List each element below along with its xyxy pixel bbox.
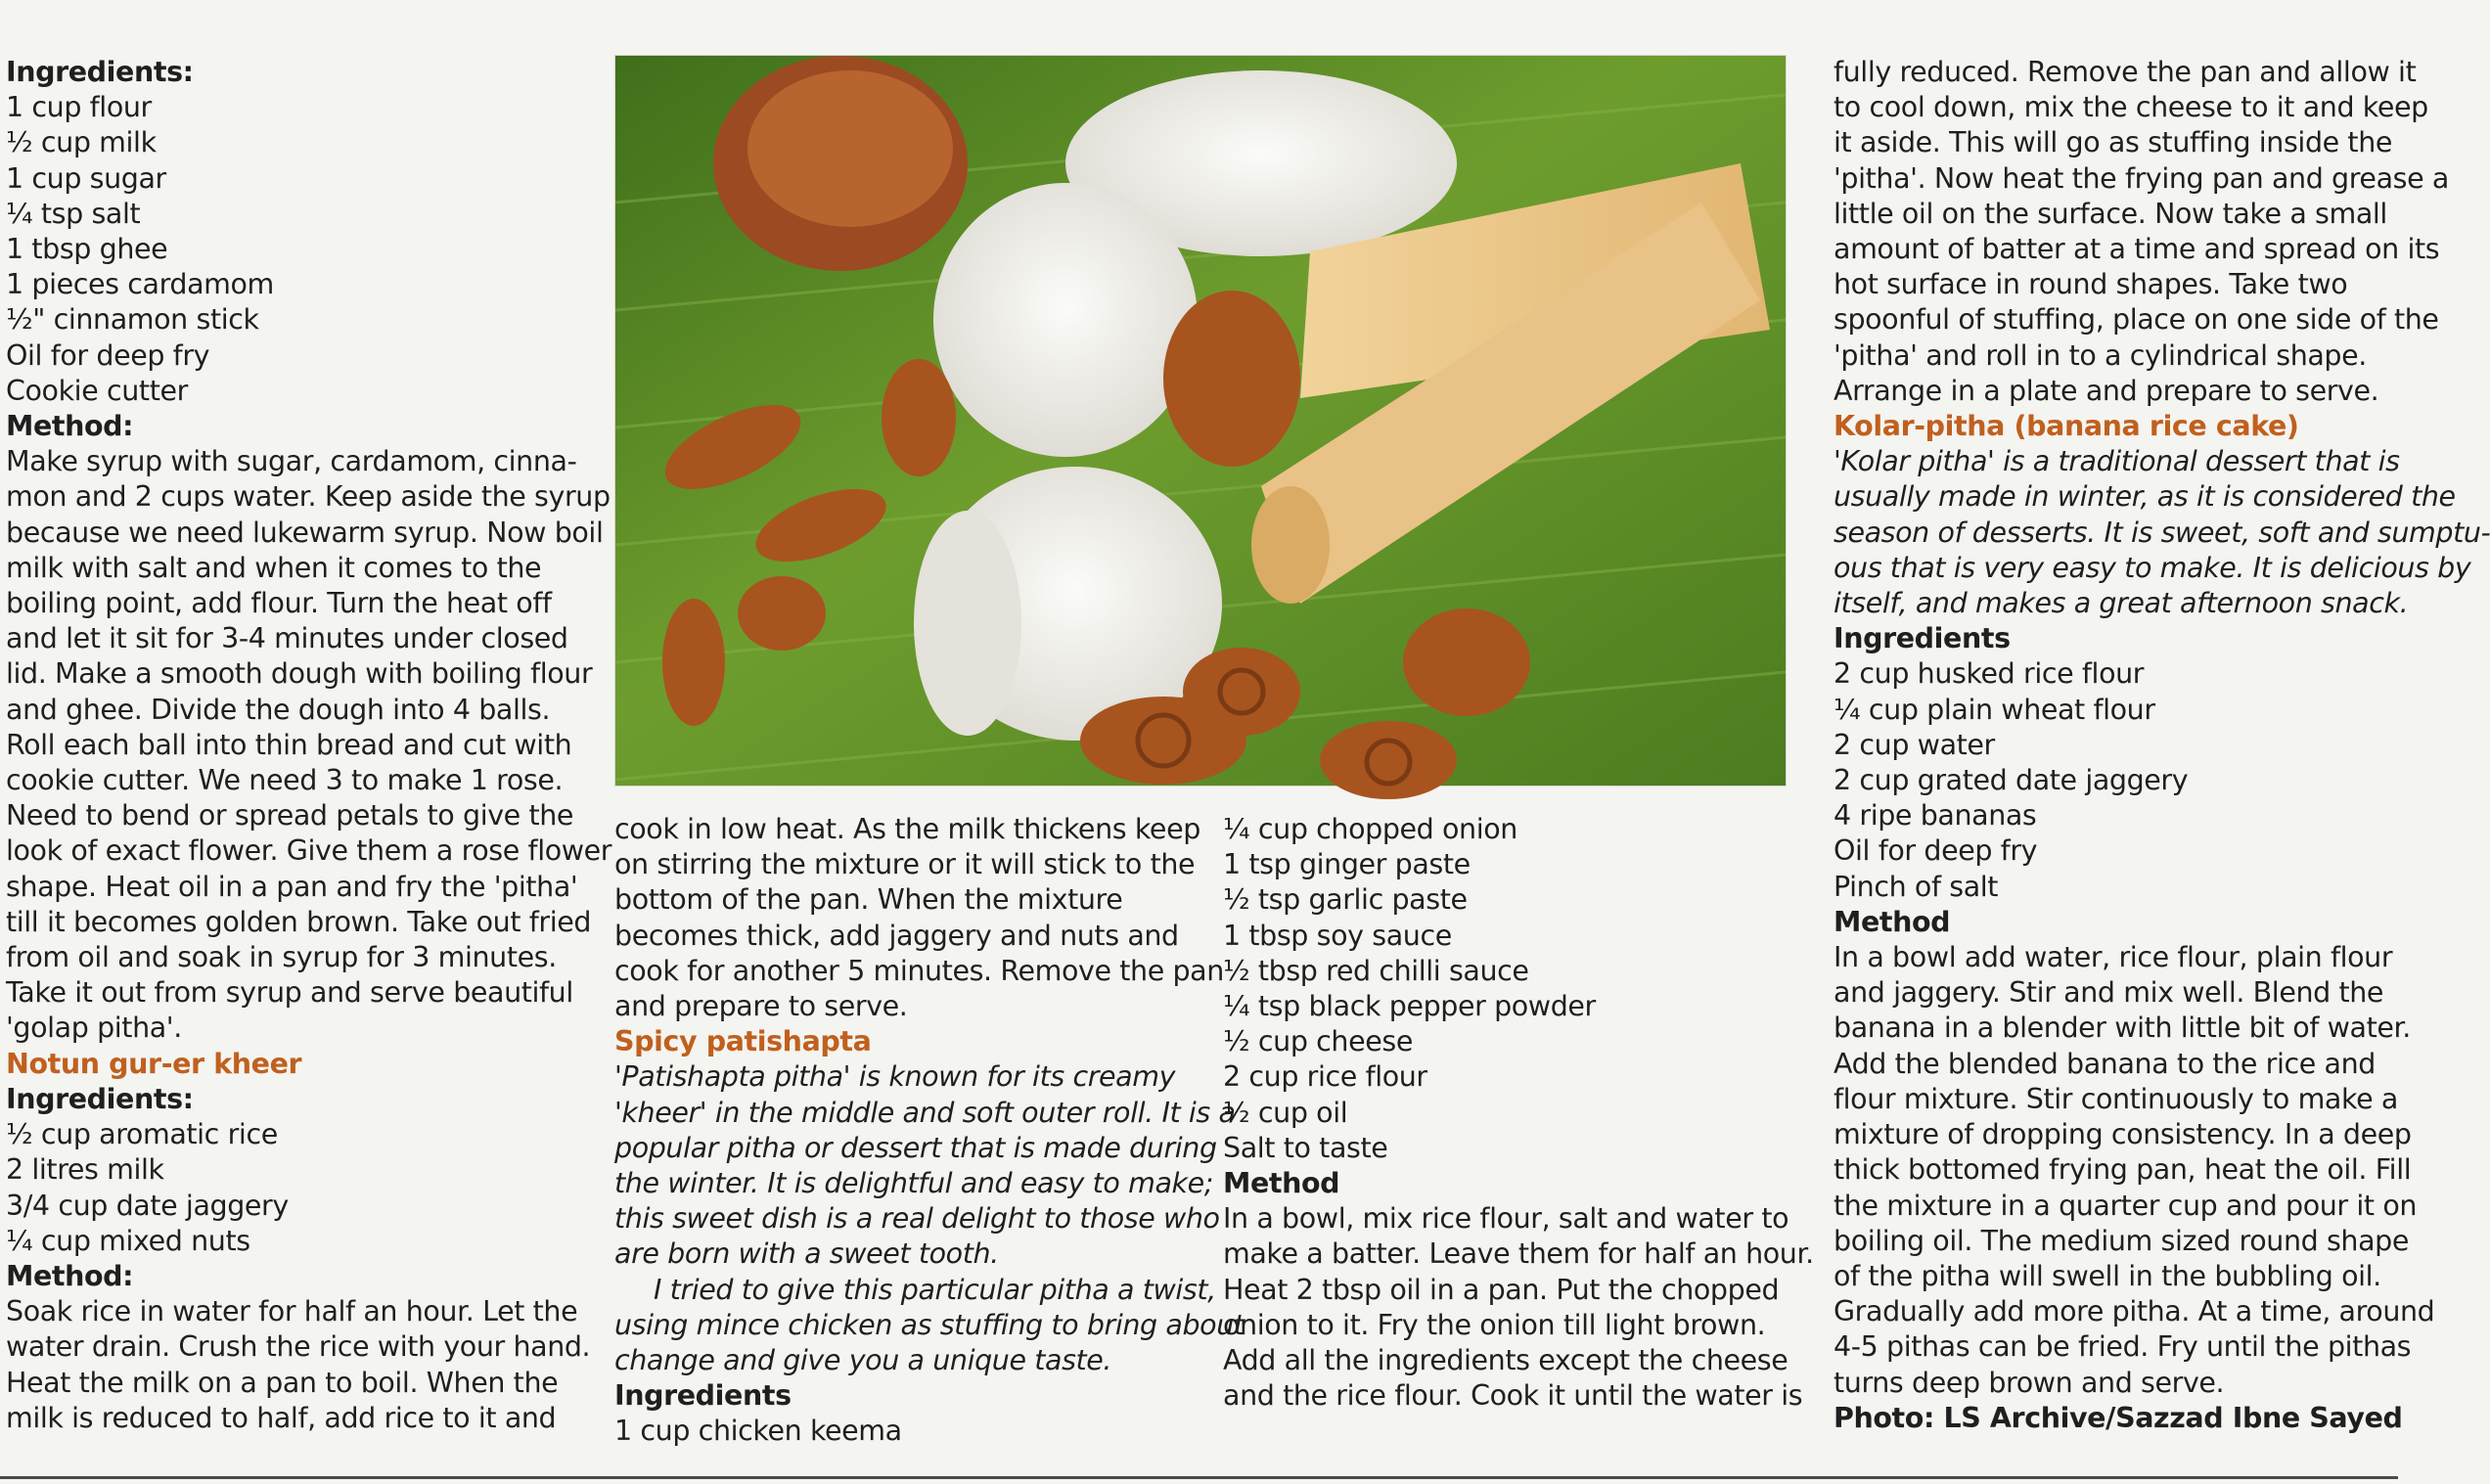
text-line: mixture of dropping consistency. In a deep — [1834, 1118, 2412, 1151]
column-1 — [6, 55, 612, 1436]
text-line: are born with a sweet tooth. — [614, 1237, 999, 1271]
text-line: usually made in winter, as it is considered the — [1834, 480, 2456, 514]
ingredient-item: ½ cup cheese — [1223, 1025, 1413, 1058]
ingredient-item: ¼ cup plain wheat flour — [1834, 693, 2155, 726]
text-line: cookie cutter. We need 3 to make 1 rose. — [6, 764, 564, 797]
ingredients-heading: Ingredients: — [6, 56, 194, 88]
text-line: on stirring the mixture or it will stick to the — [614, 848, 1196, 881]
ingredient-item: 3/4 cup date jaggery — [6, 1189, 289, 1222]
ingredient-item: 2 litres milk — [6, 1153, 164, 1187]
text-line: 'pitha' and roll in to a cylindrical shape. — [1834, 338, 2367, 372]
text-line: Roll each ball into thin bread and cut with — [6, 728, 572, 761]
text-line: 'golap pitha'. — [6, 1012, 182, 1045]
ingredient-item: 2 cup husked rice flour — [1834, 657, 2145, 691]
text-line: the winter. It is delightful and easy to make; — [614, 1167, 1213, 1200]
ingredient-item: 2 cup water — [1834, 728, 1995, 761]
patishapta-method-continued — [1834, 55, 2449, 409]
text-line: 'Patishapta pitha' is known for its creamy — [614, 1060, 1176, 1094]
ingredient-item: Pinch of salt — [1834, 870, 1999, 903]
ingredient-item: ½ tsp garlic paste — [1223, 883, 1468, 917]
text-line: mon and 2 cups water. Keep aside the syrup — [6, 480, 611, 514]
recipe-title-patishapta: Spicy patishapta — [614, 1025, 872, 1058]
ingredient-item: Oil for deep fry — [1834, 834, 2038, 868]
text-line: Gradually add more pitha. At a time, around — [1834, 1295, 2435, 1328]
text-line: to cool down, mix the cheese to it and keep — [1834, 91, 2428, 124]
ingredient-item: 1 cup flour — [6, 91, 152, 124]
text-line: boiling oil. The medium sized round shape — [1834, 1224, 2409, 1257]
text-line: till it becomes golden brown. Take out fried — [6, 905, 592, 938]
method-text — [6, 444, 612, 1046]
kheer-method-heading: Method: — [6, 1259, 134, 1292]
text-line: Need to bend or spread petals to give the — [6, 799, 574, 832]
recipe-title-kolar-pitha: Kolar-pitha (banana rice cake) — [1834, 410, 2299, 443]
ingredient-item: Cookie cutter — [6, 374, 188, 407]
text-line: Soak rice in water for half an hour. Let the — [6, 1295, 578, 1328]
kolar-method-heading: Method — [1834, 905, 1951, 938]
text-line: itself, and makes a great afternoon snack. — [1834, 587, 2409, 620]
text-line: turns deep brown and serve. — [1834, 1366, 2225, 1399]
text-line: and ghee. Divide the dough into 4 balls. — [6, 693, 551, 726]
text-line: hot surface in round shapes. Take two — [1834, 268, 2348, 301]
photo-credit: Photo: LS Archive/Sazzad Ibne Sayed — [1834, 1401, 2403, 1434]
text-line: look of exact flower. Give them a rose flower — [6, 834, 612, 868]
kheer-ingredients-heading: Ingredients: — [6, 1082, 194, 1115]
text-line: and let it sit for 3-4 minutes under closed — [6, 622, 568, 655]
text-line: 4-5 pithas can be fried. Fry until the pithas — [1834, 1330, 2412, 1364]
patishapta-twist — [614, 1273, 1245, 1379]
kolar-ingredients-heading: Ingredients — [1834, 622, 2011, 655]
column-4 — [1834, 55, 2490, 1436]
text-line: Make syrup with sugar, cardamom, cinna- — [6, 445, 577, 478]
text-line: Arrange in a plate and prepare to serve. — [1834, 374, 2379, 407]
text-line: water drain. Crush the rice with your hand. — [6, 1330, 591, 1364]
ingredient-item: 1 tbsp ghee — [6, 233, 168, 266]
text-line: using mince chicken as stuffing to bring about — [614, 1308, 1245, 1341]
ingredients-list — [6, 90, 583, 409]
kheer-method-text — [6, 1294, 591, 1436]
pitha-photo-illustration — [615, 56, 1786, 786]
text-line: fully reduced. Remove the pan and allow it — [1834, 56, 2417, 88]
text-line: and the rice flour. Cook it until the water is — [1223, 1379, 1803, 1413]
recipe-title-kheer: Notun gur-er kheer — [6, 1047, 302, 1080]
ingredient-item: 1 cup chicken keema — [614, 1415, 902, 1448]
ingredient-item: 1 cup sugar — [6, 161, 166, 195]
text-line: and jaggery. Stir and mix well. Blend the — [1834, 976, 2384, 1010]
text-line: from oil and soak in syrup for 3 minutes. — [6, 941, 557, 974]
ingredient-item: ½ cup milk — [6, 126, 157, 159]
text-line: and prepare to serve. — [614, 990, 908, 1023]
text-line: shape. Heat oil in a pan and fry the 'pitha' — [6, 870, 578, 903]
patishapta-ingredients-list — [614, 1414, 1201, 1449]
ingredient-item: ¼ tsp salt — [6, 197, 141, 230]
ingredient-item: ½ tbsp red chilli sauce — [1223, 954, 1529, 987]
text-line: make a batter. Leave them for half an hour. — [1223, 1237, 1814, 1271]
text-line: cook in low heat. As the milk thickens keep — [614, 813, 1200, 845]
text-line: it aside. This will go as stuffing inside the — [1834, 126, 2392, 159]
text-line: 'Kolar pitha' is a traditional dessert that is — [1834, 445, 2400, 478]
text-line: Take it out from syrup and serve beautiful — [6, 976, 573, 1010]
ingredient-item: Salt to taste — [1223, 1131, 1388, 1164]
ingredient-item: 1 tbsp soy sauce — [1223, 919, 1452, 952]
patishapta-ingredients-continued — [1223, 812, 1790, 1166]
text-line: 'kheer' in the middle and soft outer roll. It is a — [614, 1096, 1236, 1129]
ingredient-item: Oil for deep fry — [6, 338, 210, 372]
ingredient-item: ¼ tsp black pepper powder — [1223, 990, 1596, 1023]
ingredient-item: 1 tsp ginger paste — [1223, 848, 1471, 881]
ingredient-item: ½ cup aromatic rice — [6, 1118, 278, 1151]
text-line: Add the blended banana to the rice and — [1834, 1047, 2376, 1080]
ingredient-item: 2 cup grated date jaggery — [1834, 764, 2189, 797]
method-heading: Method: — [6, 410, 134, 443]
ingredient-item: 1 pieces cardamom — [6, 268, 274, 301]
text-line: cook for another 5 minutes. Remove the pan — [614, 954, 1224, 987]
text-line: banana in a blender with little bit of water. — [1834, 1012, 2411, 1045]
patishapta-intro — [614, 1059, 1236, 1272]
text-line: amount of batter at a time and spread on its — [1834, 233, 2440, 266]
text-line: thick bottomed frying pan, heat the oil. Fill — [1834, 1153, 2412, 1187]
text-line: bottom of the pan. When the mixture — [614, 883, 1123, 917]
kolar-intro — [1834, 444, 2490, 621]
ingredient-item: ½" cinnamon stick — [6, 303, 259, 337]
text-line: this sweet dish is a real delight to those who — [614, 1202, 1220, 1236]
ingredient-item: ½ cup oil — [1223, 1096, 1348, 1129]
kolar-method-text — [1834, 940, 2435, 1401]
text-line: spoonful of stuffing, place on one side of the — [1834, 303, 2439, 337]
text-line: Heat 2 tbsp oil in a pan. Put the chopped — [1223, 1273, 1780, 1306]
text-line: popular pitha or dessert that is made during — [614, 1131, 1217, 1164]
text-line: 'pitha'. Now heat the frying pan and grease a — [1834, 161, 2449, 195]
text-line: In a bowl, mix rice flour, salt and water to — [1223, 1202, 1789, 1236]
column-2 — [614, 812, 1245, 1450]
text-line: becomes thick, add jaggery and nuts and — [614, 919, 1179, 952]
text-line: boiling point, add flour. Turn the heat off — [6, 587, 552, 620]
text-line: onion to it. Fry the onion till light brown. — [1223, 1308, 1766, 1341]
column-3 — [1223, 812, 1814, 1414]
ingredient-item: ¼ cup mixed nuts — [6, 1224, 250, 1257]
text-line: In a bowl add water, rice flour, plain flour — [1834, 941, 2393, 974]
kheer-ingredients-list — [6, 1117, 583, 1259]
text-line: Add all the ingredients except the cheese — [1223, 1344, 1788, 1377]
text-line: I tried to give this particular pitha a twist, — [654, 1273, 1216, 1306]
text-line: season of desserts. It is sweet, soft and sumptu- — [1834, 516, 2490, 549]
ingredient-item: ¼ cup chopped onion — [1223, 813, 1517, 845]
text-line: flour mixture. Stir continuously to make a — [1834, 1082, 2398, 1115]
patishapta-method-heading: Method — [1223, 1167, 1340, 1200]
kheer-method-continued — [614, 812, 1224, 1024]
ingredient-item: 2 cup rice flour — [1223, 1060, 1427, 1094]
food-photo — [614, 55, 1787, 787]
patishapta-ingredients-heading: Ingredients — [614, 1379, 792, 1413]
text-line: change and give you a unique taste. — [614, 1344, 1112, 1377]
text-line: little oil on the surface. Now take a small — [1834, 197, 2387, 230]
text-line: the mixture in a quarter cup and pour it on — [1834, 1189, 2418, 1222]
text-line: Heat the milk on a pan to boil. When the — [6, 1366, 559, 1399]
text-line: milk is reduced to half, add rice to it and — [6, 1401, 557, 1434]
text-line: because we need lukewarm syrup. Now boil — [6, 516, 604, 549]
text-line: ous that is very easy to make. It is delicious by — [1834, 551, 2471, 584]
patishapta-method-text — [1223, 1201, 1814, 1414]
text-line: of the pitha will swell in the bubbling oil. — [1834, 1259, 2381, 1292]
text-line: lid. Make a smooth dough with boiling flour — [6, 657, 593, 691]
ingredient-item: 4 ripe bananas — [1834, 799, 2037, 832]
bottom-rule — [0, 1476, 2398, 1479]
kolar-ingredients-list — [1834, 656, 2396, 904]
text-line: milk with salt and when it comes to the — [6, 551, 542, 584]
